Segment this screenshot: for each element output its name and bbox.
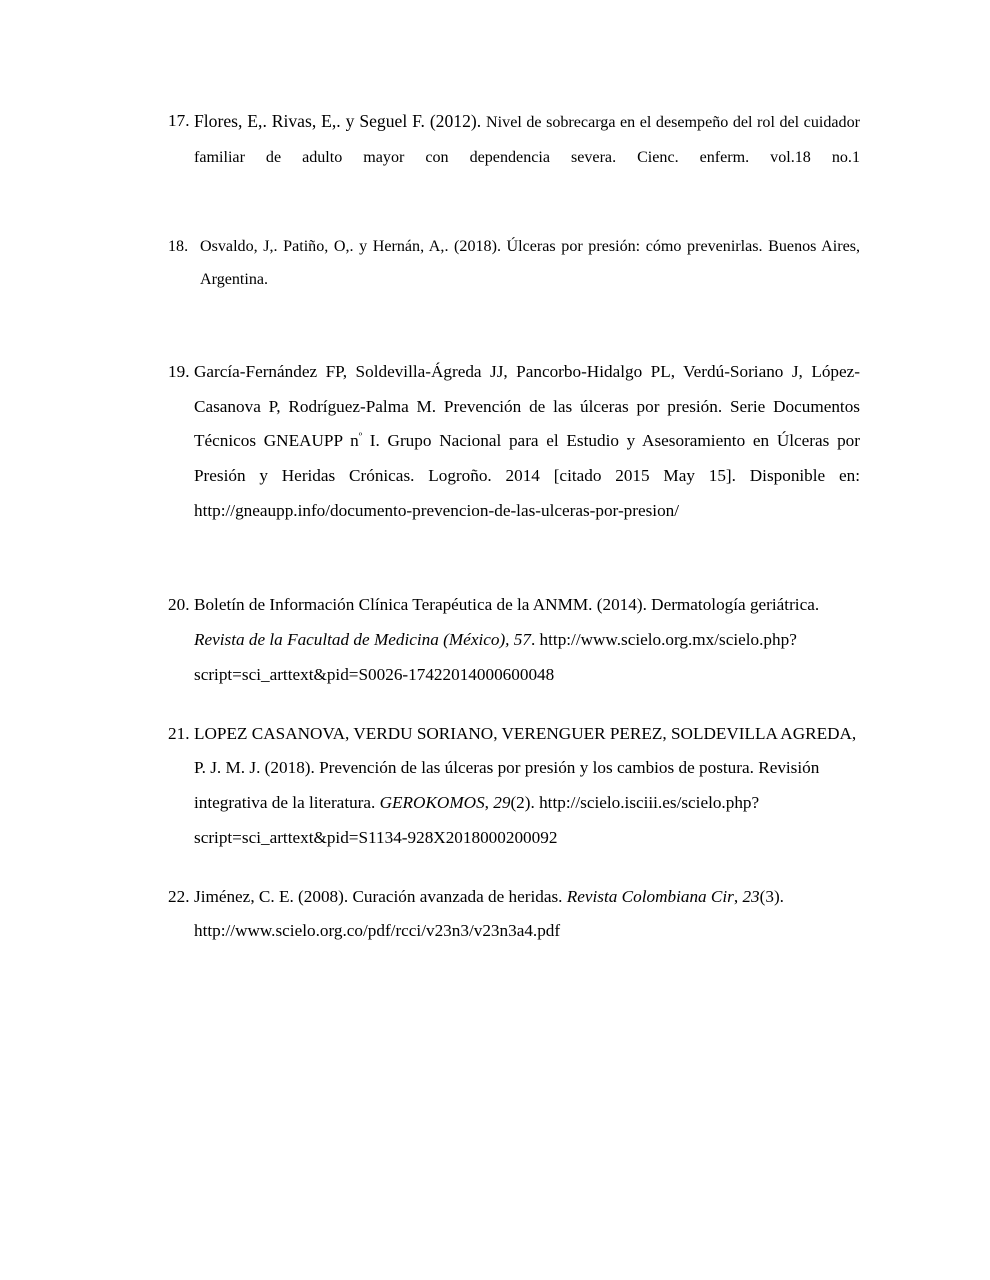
reference-22-run-3: ,: [733, 886, 743, 906]
reference-text-21: [194, 717, 860, 856]
reference-number-17: 17.: [168, 111, 190, 130]
reference-number-22: 22.: [168, 886, 190, 906]
reference-20-run-3: . http://www.scielo.org.mx/scielo.php?script=sci_arttext&pid=S0026-17422014000600048: [194, 630, 797, 684]
reference-text-22: [194, 880, 860, 950]
reference-19-run-1: García-Fernández FP, Soldevilla-Ágreda JJ, Pancorbo-Hidalgo PL, Verdú-Soriano J, López-Casanova P, Rodríguez-Palma M. Prevención de las úlceras por presión. Serie Documentos Técnicos GNEAUPP n: [194, 361, 860, 451]
reference-number-20: 20.: [168, 595, 190, 615]
reference-21-run-1: LOPEZ CASANOVA, VERDU SORIANO, VERENGUER PEREZ, SOLDEVILLA AGREDA, P. J. M. J. (2018). Prevención de las úlceras por presión y los cambios de postura. Revisión integrativa de la literatura.: [194, 723, 857, 812]
reference-18-run: Osvaldo, J,. Patiño, O,. y Hernán, A,. (2018). Úlceras por presión: cómo prevenirlas. Buenos Aires, Argentina.: [200, 238, 860, 288]
reference-number-19: 19.: [168, 361, 190, 381]
reference-text-18: [200, 231, 860, 329]
reference-text-19: [194, 355, 860, 564]
reference-22-volume: 23: [742, 886, 760, 906]
reference-22-run-5: (3). http://www.scielo.org.co/pdf/rcci/v23n3/v23n3a4.pdf: [194, 886, 784, 941]
reference-number-18: 18.: [168, 238, 189, 256]
reference-entry-17: [168, 104, 860, 209]
reference-number-21: 21.: [168, 723, 190, 743]
reference-list: [168, 104, 860, 949]
reference-19-run-2: I. Grupo Nacional para el Estudio y Asesoramiento en Úlceras por Presión y Heridas Crónicas. Logroño. 2014 [citado 2015 May 15]. Disponible en: http://gneaupp.info/documento-prevencion-de-las-ulceras-por-presion/: [194, 431, 860, 520]
reference-21-run-3: ,: [484, 793, 494, 812]
reference-entry-22: [168, 880, 860, 950]
reference-17-tail-run: Nivel de sobrecarga en el desempeño del rol del cuidador familiar de adulto mayor con dependencia severa. Cienc. enferm. vol.18 no.1: [194, 114, 860, 166]
reference-21-journal-title: GEROKOMOS: [379, 793, 485, 812]
reference-22-run-1: Jiménez, C. E. (2008). Curación avanzada de heridas.: [194, 886, 567, 906]
reference-21-run-5: (2). http://scielo.isciii.es/scielo.php?script=sci_arttext&pid=S1134-928X2018000200092: [194, 793, 760, 847]
reference-20-run-1: Boletín de Información Clínica Terapéutica de la ANMM. (2014). Dermatología geriátrica.: [194, 595, 820, 615]
reference-text-17: [194, 104, 860, 209]
reference-entry-18: [168, 231, 860, 329]
reference-entry-21: [168, 717, 860, 856]
reference-22-journal-title: Revista Colombiana Cir: [566, 886, 734, 906]
reference-21-volume: 29: [493, 793, 511, 812]
reference-entry-20: [168, 588, 860, 692]
reference-entry-19: [168, 355, 860, 564]
reference-17-lead-run: Flores, E,. Rivas, E,. y Seguel F. (2012).: [194, 111, 487, 131]
reference-20-journal-title: Revista de la Facultad de Medicina (México), 57: [194, 630, 531, 649]
reference-text-20: [194, 588, 860, 692]
ordinal-superscript-icon: º: [358, 431, 363, 443]
